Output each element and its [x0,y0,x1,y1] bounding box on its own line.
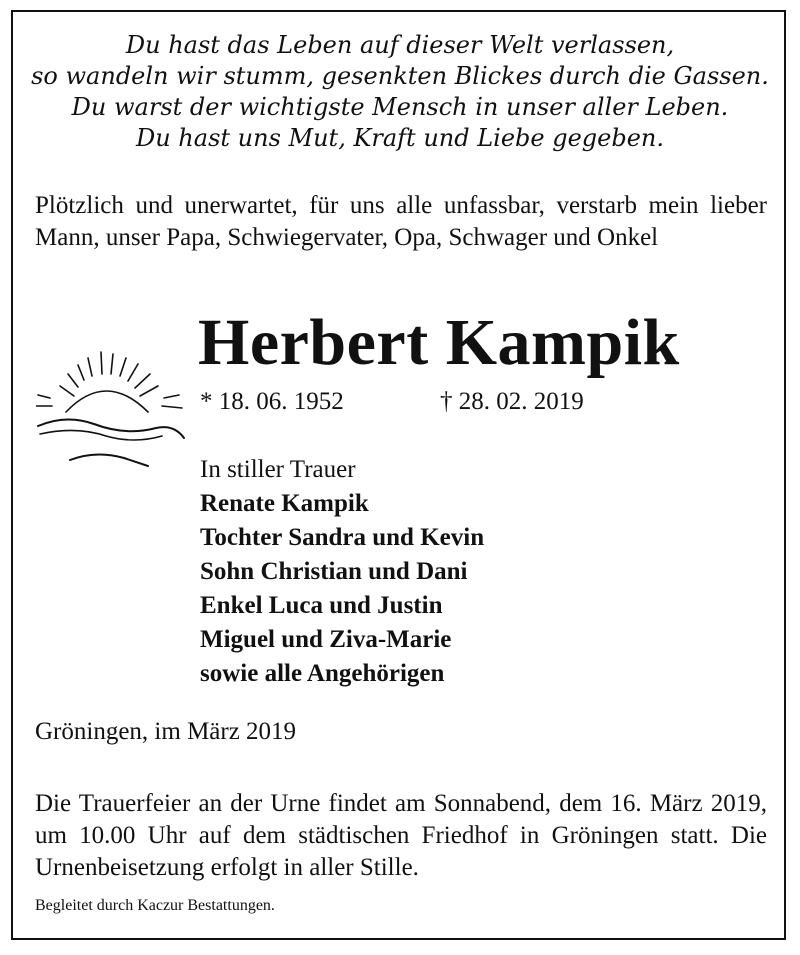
intro-text: Plötzlich und unerwartet, für uns alle unfassbar, verstarb mein lieber Mann, unser Papa, Schwiegervater, Opa, Schwager und Onkel [35,192,767,251]
death-date: † 28. 02. 2019 [440,388,584,415]
mourner-name: Sohn Christian und Dani [200,558,468,585]
mourners-lead: In stiller Trauer [200,456,356,483]
sunrise-over-hills-icon [36,340,186,472]
service-info: Die Trauerfeier an der Urne findet am Sonnabend, dem 16. März 2019, um 10.00 Uhr auf dem städtischen Friedhof in Gröningen statt. Die Urnenbeisetzung erfolgt in aller Stille. [35,790,767,881]
poem-line: Du hast uns Mut, Kraft und Liebe gegeben. [135,124,665,152]
birth-date: * 18. 06. 1952 [200,388,344,415]
mourner-name: sowie alle Angehörigen [200,660,445,687]
poem-line: Du warst der wichtigste Mensch in unser aller Leben. [71,93,729,121]
mourner-name: Tochter Sandra und Kevin [200,524,485,551]
poem-line: Du hast das Leben auf dieser Welt verlassen, [125,31,675,59]
mourner-name: Renate Kampik [200,490,369,517]
poem-line: so wandeln wir stumm, gesenkten Blickes durch die Gassen. [31,62,769,90]
mourner-name: Enkel Luca und Justin [200,592,443,619]
place-and-date: Gröningen, im März 2019 [35,718,297,745]
mourners-block [200,453,484,691]
deceased-name: Herbert Kampik [198,306,680,379]
mourner-name: Miguel und Ziva-Marie [200,626,452,653]
undertaker-credit: Begleitet durch Kaczur Bestattungen. [35,897,275,914]
poem [0,30,800,154]
